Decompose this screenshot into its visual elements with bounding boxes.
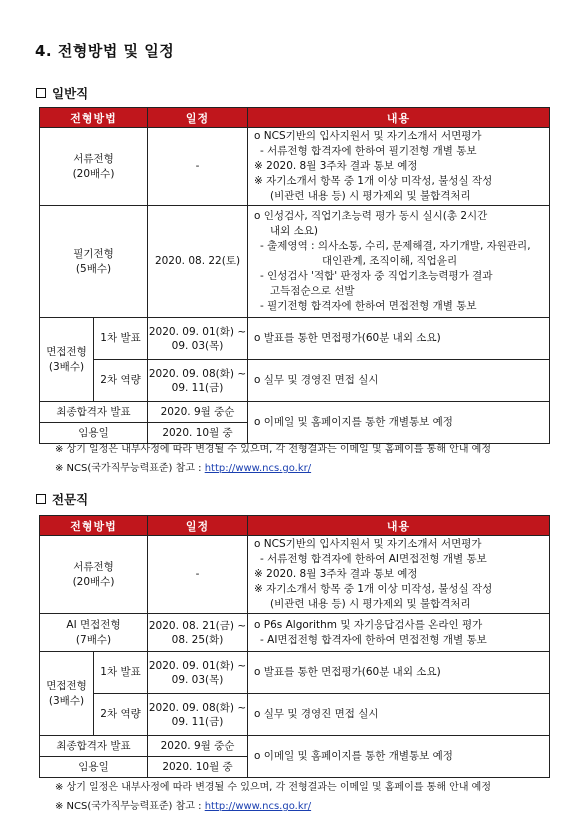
- header-content: 내용: [248, 516, 550, 536]
- round-label: 2차 역량: [94, 360, 148, 402]
- table-row-final: [40, 402, 550, 423]
- method-cell: 임용일: [40, 423, 148, 444]
- content-line: o P6s Algorithm 및 자기응답검사를 온라인 평가: [254, 618, 483, 631]
- content-line: ※ 자기소개서 항목 중 1개 이상 미작성, 불성실 작성: [254, 175, 493, 187]
- method-name: 서류전형: [73, 560, 114, 573]
- section-heading-professional: [36, 490, 88, 508]
- method-ratio: (3배수): [48, 360, 85, 373]
- content-line: o 인성검사, 직업기초능력 평가 동시 실시(총 2시간: [254, 210, 488, 222]
- method-name: AI 면접전형: [66, 618, 121, 631]
- content-line: 대인관계, 조직이해, 직업윤리: [322, 255, 458, 267]
- note-ncs-text: ※ NCS(국가직무능력표준) 참고 :: [55, 463, 205, 474]
- method-cell: 임용일: [40, 757, 148, 778]
- section-heading-general: [36, 84, 88, 102]
- method-cell: [40, 206, 148, 318]
- method-name: 면접전형: [46, 345, 87, 358]
- content-line: (비관련 내용 등) 시 평가제외 및 불합격처리: [270, 598, 471, 610]
- table-row-interview-1: [40, 652, 550, 694]
- table-row-ai-interview: [40, 614, 550, 652]
- content-line: o 실무 및 경영진 면접 실시: [254, 708, 379, 720]
- method-ratio: (5배수): [75, 262, 112, 275]
- content-line: ※ 자기소개서 항목 중 1개 이상 미작성, 불성실 작성: [254, 583, 493, 595]
- schedule-line: 09. 03(목): [171, 673, 224, 686]
- schedule-cell: [148, 318, 248, 360]
- content-cell: [248, 736, 550, 778]
- content-line: o NCS기반의 입사지원서 및 자기소개서 서면평가: [254, 130, 482, 142]
- content-line: ※ 2020. 8월 3주차 결과 통보 예정: [254, 160, 418, 172]
- method-name: 필기전형: [73, 247, 114, 260]
- content-line: 내외 소요): [270, 225, 319, 237]
- table-row-final: [40, 736, 550, 757]
- round-label: 2차 역량: [94, 694, 148, 736]
- round-label: 1차 발표: [94, 652, 148, 694]
- content-line: (비관련 내용 등) 시 평가제외 및 불합격처리: [270, 190, 471, 202]
- table-row-interview-1: [40, 318, 550, 360]
- method-cell: [40, 614, 148, 652]
- method-ratio: (7배수): [75, 633, 112, 646]
- content-line: - 서류전형 합격자에 한하여 필기전형 개별 통보: [260, 145, 477, 157]
- table-row-document: [40, 536, 550, 614]
- note-ncs: [55, 462, 311, 476]
- note-schedule-change: ※ 상기 일정은 내부사정에 따라 변경될 수 있으며, 각 전형결과는 이메일 및 홈페이를 통해 안내 예정: [55, 782, 491, 793]
- schedule-cell: 2020. 9월 중순: [148, 402, 248, 423]
- method-cell: [40, 536, 148, 614]
- schedule-line: 2020. 09. 01(화) ~: [148, 659, 247, 672]
- header-schedule: 일정: [148, 108, 248, 128]
- ncs-link[interactable]: http://www.ncs.go.kr/: [204, 801, 312, 812]
- method-cell: [40, 318, 94, 402]
- header-method: 전형방법: [40, 108, 148, 128]
- content-cell: [248, 652, 550, 694]
- schedule-line: 2020. 09. 01(화) ~: [148, 325, 247, 338]
- content-cell: [248, 318, 550, 360]
- method-cell: [40, 652, 94, 736]
- content-cell: [248, 128, 550, 206]
- content-cell: [248, 614, 550, 652]
- schedule-cell: 2020. 08. 22(토): [148, 206, 248, 318]
- section-heading-text: 일반직: [52, 86, 89, 101]
- note-schedule-change: ※ 상기 일정은 내부사정에 따라 변경될 수 있으며, 각 전형결과는 이메일 및 홈페이를 통해 안내 예정: [55, 444, 491, 455]
- content-cell: [248, 206, 550, 318]
- method-cell: [40, 128, 148, 206]
- table-row-document: [40, 128, 550, 206]
- method-cell: 최종합격자 발표: [40, 736, 148, 757]
- header-schedule: 일정: [148, 516, 248, 536]
- content-line: - 인성검사 '적합' 판정자 중 직업기초능력평가 결과: [260, 270, 493, 282]
- schedule-line: 2020. 09. 08(화) ~: [148, 701, 247, 714]
- schedule-cell: [148, 652, 248, 694]
- note-ncs: [55, 800, 311, 814]
- schedule-line: 09. 11(금): [171, 381, 224, 394]
- schedule-table-general: [39, 107, 550, 444]
- schedule-cell: [148, 694, 248, 736]
- content-line: o 실무 및 경영진 면접 실시: [254, 374, 379, 386]
- content-cell: [248, 536, 550, 614]
- content-line: o NCS기반의 입사지원서 및 자기소개서 서면평가: [254, 538, 482, 550]
- table-row-written: [40, 206, 550, 318]
- content-line: o 발표를 통한 면접평가(60분 내외 소요): [254, 666, 441, 678]
- content-line: o 이메일 및 홈페이지를 통한 개별통보 예정: [254, 750, 453, 762]
- round-label: 1차 발표: [94, 318, 148, 360]
- table-row-interview-2: [40, 694, 550, 736]
- schedule-line: 08. 25(화): [171, 633, 224, 646]
- schedule-line: 2020. 09. 08(화) ~: [148, 367, 247, 380]
- content-line: - 출제영역 : 의사소통, 수리, 문제해결, 자기개발, 자원관리,: [260, 240, 531, 252]
- content-cell: [248, 360, 550, 402]
- schedule-line: 09. 11(금): [171, 715, 224, 728]
- schedule-cell: 2020. 9월 중순: [148, 736, 248, 757]
- content-cell: [248, 694, 550, 736]
- schedule-line: 2020. 08. 21(금) ~: [148, 619, 247, 632]
- header-content: 내용: [248, 108, 550, 128]
- schedule-cell: [148, 360, 248, 402]
- method-ratio: (3배수): [48, 694, 85, 707]
- method-cell: 최종합격자 발표: [40, 402, 148, 423]
- schedule-line: 09. 03(목): [171, 339, 224, 352]
- schedule-cell: [148, 614, 248, 652]
- schedule-cell: -: [148, 536, 248, 614]
- method-ratio: (20배수): [72, 575, 115, 588]
- content-line: - 서류전형 합격자에 한하여 AI면접전형 개별 통보: [260, 553, 487, 565]
- method-ratio: (20배수): [72, 167, 115, 180]
- content-line: - AI면접전형 합격자에 한하여 면접전형 개별 통보: [260, 633, 487, 646]
- page-title: 4. 전형방법 및 일정: [35, 42, 175, 60]
- method-name: 면접전형: [46, 679, 87, 692]
- checkbox-square-icon: [36, 494, 46, 504]
- schedule-cell: 2020. 10월 중: [148, 757, 248, 778]
- content-cell: [248, 402, 550, 444]
- checkbox-square-icon: [36, 88, 46, 98]
- content-line: - 필기전형 합격자에 한하여 면접전형 개별 통보: [260, 300, 477, 312]
- content-line: 고득점순으로 선발: [270, 285, 355, 297]
- content-line: o 이메일 및 홈페이지를 통한 개별통보 예정: [254, 416, 453, 428]
- schedule-cell: -: [148, 128, 248, 206]
- ncs-link[interactable]: http://www.ncs.go.kr/: [204, 463, 312, 474]
- content-line: o 발표를 통한 면접평가(60분 내외 소요): [254, 332, 441, 344]
- header-method: 전형방법: [40, 516, 148, 536]
- content-line: ※ 2020. 8월 3주차 결과 통보 예정: [254, 568, 418, 580]
- schedule-table-professional: [39, 515, 550, 778]
- note-ncs-text: ※ NCS(국가직무능력표준) 참고 :: [55, 801, 205, 812]
- section-heading-text: 전문직: [52, 492, 89, 507]
- table-row-interview-2: [40, 360, 550, 402]
- schedule-cell: 2020. 10월 중: [148, 423, 248, 444]
- method-name: 서류전형: [73, 152, 114, 165]
